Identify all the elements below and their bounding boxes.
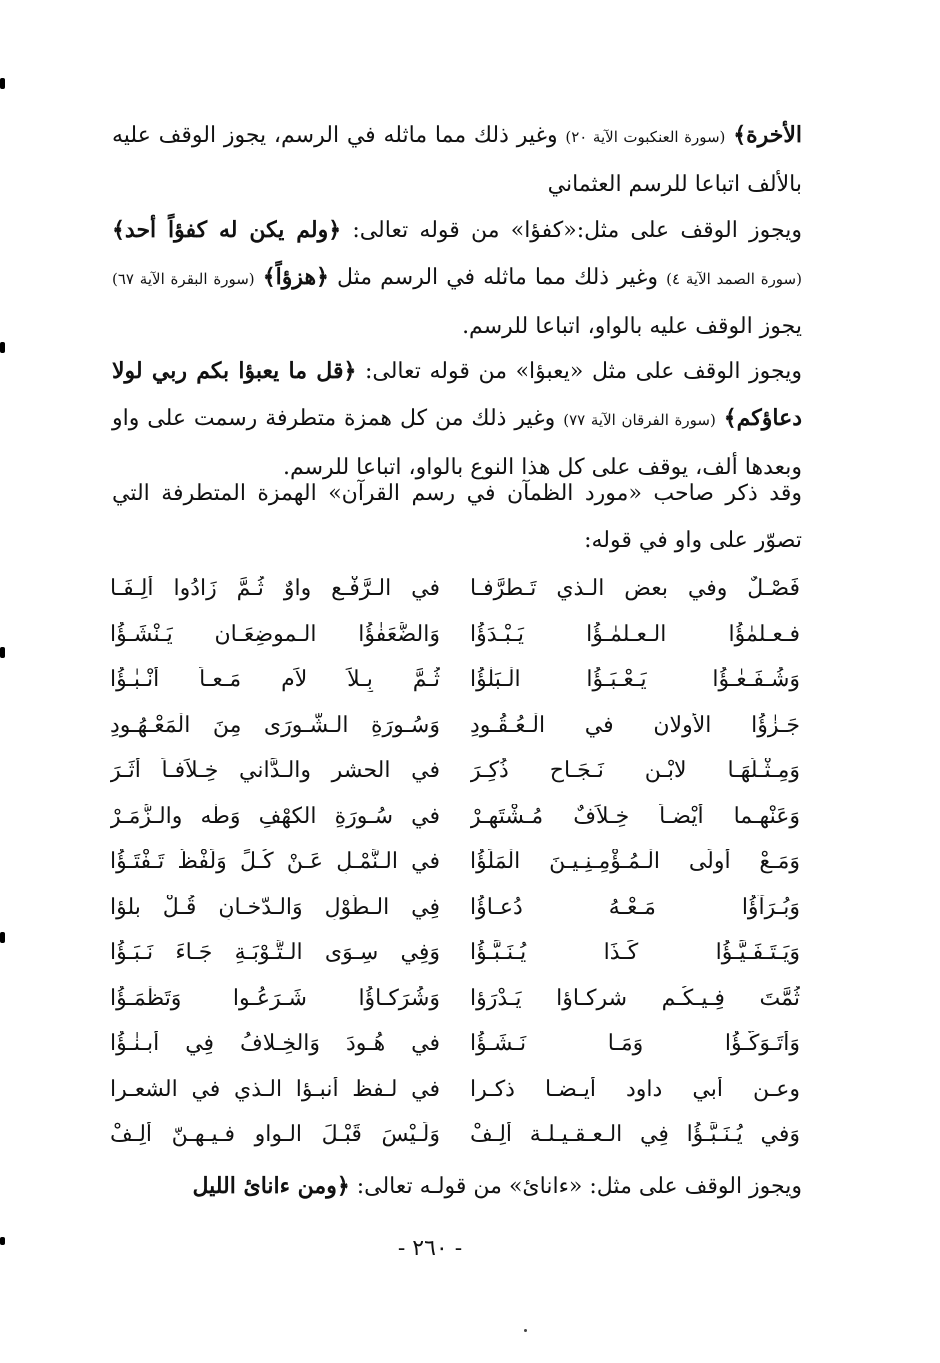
verse-first-hemistich: فـعـلمٰؤُا الـعـلمٰـؤُا يَـبْـدَؤُا (470, 621, 800, 647)
paragraph-intro: ويجوز الوقف على مثل «يعبؤا» من قوله تعالى: (364, 359, 802, 384)
poem-verse (110, 839, 800, 885)
paragraph-5 (112, 1163, 802, 1210)
verse-first-hemistich: وَأَتَـوَكَّـؤُا وَمَـا نَـشَـؤُا (470, 1031, 800, 1057)
verse-reference: (سورة العنكبوت الآية ٢٠) (565, 128, 726, 146)
page-number: - ٢٦٠ - (397, 1236, 463, 1261)
quran-quote: ﴿ومن ءاناىٔ الليل (192, 1173, 350, 1199)
paragraph-text: وغير ذلك مما ماثله في الرسم مثل (337, 265, 659, 290)
poem-verse (110, 976, 800, 1022)
verse-first-hemistich: وَعَنْهـما أيْضـاً خِـلاَفٌ مُـشْتَهِـرْ (470, 803, 800, 829)
poem-verse (110, 1021, 800, 1067)
paragraph-1 (112, 112, 802, 208)
verse-first-hemistich: وَمَـعْ أُولَى الْـمُـؤْمِـنِـيـنَ الْمَلَؤُا (470, 849, 800, 875)
verse-second-hemistich: وَسُـورَةِ الـشُّـورَى مِنَ الْمَعْـهُـودِ (110, 712, 440, 738)
paragraph-intro: ويجوز الوقف على مثل: «ءاناىٔ» من قولـه تعالى: (356, 1174, 802, 1199)
verse-first-hemistich: وَفي يُـنَـبَّـؤُا فِي الـعـقـيـلـة أَلِـفْ (470, 1122, 800, 1148)
scan-mark (0, 342, 5, 353)
poem-verse (110, 657, 800, 703)
verse-second-hemistich: في هُـودَ وَالخِـلافُ فِي أَبـنٰـؤُا (110, 1031, 440, 1057)
verse-reference: (سورة الصمد الآية ٤) (666, 270, 802, 288)
verse-reference: (سورة الفرقان الآية ٧٧) (563, 411, 716, 429)
verse-second-hemistich: في الحشر والـدَّاني خِـلاَفـاً أثَـرَ (110, 758, 440, 784)
quran-quote: الأخرة﴾ (733, 122, 803, 148)
quran-quote: ﴿ولم يكن له كفؤاً أحد﴾ (112, 217, 342, 243)
verse-second-hemistich: وَالضُّعَفٰؤُا الـموضِعَـان يَـنْشَـؤُا (110, 621, 440, 647)
poem-verse (110, 885, 800, 931)
verse-second-hemistich: وَفِي سِـوَى الـتَّـوْبَـةِ جَـاءَ نَـبَـؤُا (110, 940, 440, 966)
paragraph-text: وقد ذكر صاحب «مورد الظمآن في رسم القرآن» الهمزة المتطرفة التي تصوّر على واو في قوله: (112, 481, 802, 553)
quran-quote: ﴿هزؤاً﴾ (262, 264, 329, 290)
scan-mark (0, 932, 5, 943)
paragraph-text: يجوز الوقف عليه بالواو، اتباعا للرسم. (462, 314, 802, 339)
verse-second-hemistich: وَلَـيْسَ قَبْـلَ الـواو فـيـهـنّ أَلِـفْ (110, 1122, 440, 1148)
verse-first-hemistich: وَبُـرَآؤُا مَـعْـهُ دُعـاؤُا (470, 894, 800, 920)
verse-first-hemistich: فَصْـلٌ وفي بعض الـذي تَـطرَّفـا (470, 576, 800, 602)
verse-first-hemistich: وَيَـتَـفَـيَّـؤُا كَـذَا يُـنَـبَّـؤُا (470, 940, 800, 966)
verse-first-hemistich: وَشُـفَـعٰـؤُا يَـعْـبَـؤُا الْـبَلٰؤُا (470, 667, 800, 693)
verse-second-hemistich: في سُـورَةِ الكهْفِ وَطٰه والـزُّمَـرْ (110, 803, 440, 829)
verse-second-hemistich: في الـنَّمْـلِ عَـنْ كُـلٍّ وَلَفْظُ تَـفْتَـؤُا (110, 849, 440, 875)
poem-verse (110, 1112, 800, 1158)
poem-verse (110, 930, 800, 976)
verse-first-hemistich: وعـن أبي داود أيـضـا ذكـرا (470, 1076, 800, 1102)
verse-second-hemistich: فِي الـطَّوْلِ وَالـدّخـانِ قُـلْ بلؤا (110, 894, 440, 920)
paragraph-intro: ويجوز الوقف على مثل:«كفؤا» من قوله تعالى: (352, 218, 802, 243)
verse-first-hemistich: جَـزٰؤُا الأولان في الْـعُـقُـودِ (470, 712, 800, 738)
paragraph-text: وغير ذلك مما ماثله في الرسم، يجوز الوقف عليه بالألف اتباعا للرسم العثماني (112, 123, 802, 197)
scan-mark (0, 647, 5, 658)
verse-second-hemistich: وَشُرَكـاؤُا شَـرَعُـوا وَتَظْمَـؤُا (110, 985, 440, 1011)
poem-verse (110, 703, 800, 749)
poem-verse (110, 566, 800, 612)
poem-verse (110, 1067, 800, 1113)
paragraph-2 (112, 207, 802, 350)
paragraph-text: وغير ذلك من كل همزة متطرفة رسمت على واو وبعدها ألف، يوقف على كل هذا النوع بالواو، اتباعا للرسم. (112, 406, 802, 480)
verse-first-hemistich: وَمِـثْـلُهَـا لابْـنِ نَـجَـاحٍ ذُكِـرَ (470, 758, 800, 784)
verse-second-hemistich: في الـرَّفْـعِ واوٌ ثُـمَّ زَادُوا أَلِـفَـا (110, 576, 440, 602)
scan-speck (524, 1329, 527, 1332)
verse-first-hemistich: ثُمَّتَ فِـيـكُـم شركـاؤا يَـدْرَؤا (470, 985, 800, 1011)
poem-verse (110, 612, 800, 658)
verse-second-hemistich: في لـفظ أنبـؤا الـذي في الشعـرا (110, 1076, 440, 1102)
scan-mark (0, 1237, 5, 1245)
poem (110, 566, 800, 1158)
verse-second-hemistich: ثُـمَّ بِـلاَ لاَمٍ مَـعـاً أَنْـبٰـؤُا (110, 667, 440, 693)
poem-verse (110, 794, 800, 840)
paragraph-4 (112, 470, 802, 564)
poem-verse (110, 748, 800, 794)
quran-quote: ﴿قل ما يعبؤا بكم ربي لولا دعاؤكم﴾ (112, 358, 803, 431)
verse-reference: (سورة البقرة الآية ٦٧) (112, 270, 255, 288)
scan-mark (0, 78, 5, 89)
